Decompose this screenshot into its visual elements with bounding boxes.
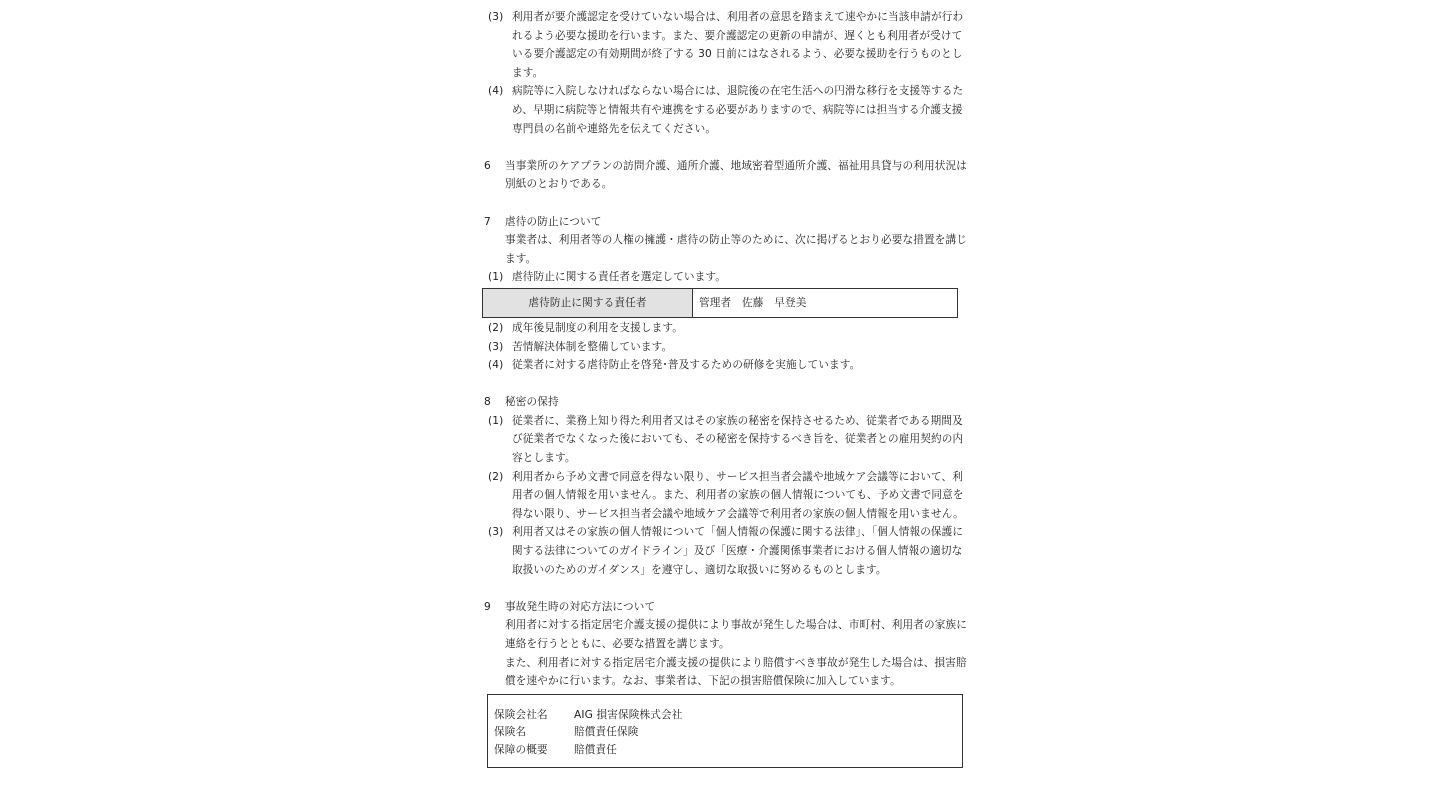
sec8-item-3 xyxy=(484,523,968,579)
section-7-intro: 事業者は、利用者等の人権の擁護・虐待の防止等のために、次に掲げるとおり必要な措置を講じます。 xyxy=(505,234,967,265)
item-text: 成年後見制度の利用を支援します。 xyxy=(512,321,684,334)
insurance-box xyxy=(487,694,963,769)
insurance-row-summary xyxy=(494,742,956,760)
section-number: 8 xyxy=(484,396,491,409)
sec7-item-4 xyxy=(484,356,968,375)
item-number: (3) xyxy=(488,11,504,23)
table-header-cell: 虐待防止に関する責任者 xyxy=(483,289,693,317)
section-9-heading xyxy=(484,598,968,617)
spacer xyxy=(484,194,968,213)
section-text: 当事業所のケアプランの訪問介護、通所介護、地域密着型通所介護、福祉用具貸与の利用状況は別紙のとおりである。 xyxy=(505,159,967,191)
insurance-row-company xyxy=(494,707,956,725)
sec7-item-1 xyxy=(484,268,968,287)
sec8-item-1 xyxy=(484,412,968,468)
document-page xyxy=(484,8,968,768)
insurance-label: 保険名 xyxy=(494,726,527,739)
item-text: 従業者に対する虐待防止を啓発･普及するための研修を実施しています。 xyxy=(512,359,861,372)
item-number: (1) xyxy=(488,414,504,427)
sec7-item-3 xyxy=(484,338,968,357)
insurance-value: 賠償責任 xyxy=(574,743,617,756)
abuse-prevention-responsible-table xyxy=(482,288,958,318)
section-number: 7 xyxy=(484,215,491,228)
insurance-value: 賠償責任保険 xyxy=(574,726,639,739)
section-9-paragraph-2: また、利用者に対する指定居宅介護支援の提供により賠償すべき事故が発生した場合は、損害賠償を速やかに行います。なお、事業者は、下記の損害賠償保険に加入しています。 xyxy=(505,656,967,688)
sec8-item-2 xyxy=(484,468,968,524)
sec7-item-2 xyxy=(484,319,968,338)
sec5-item-4 xyxy=(484,82,968,138)
section-number: 9 xyxy=(484,600,491,613)
item-text: 虐待防止に関する責任者を選定しています。 xyxy=(512,271,727,284)
item-number: (3) xyxy=(488,340,504,353)
table-value-cell: 管理者 佐藤 早登美 xyxy=(699,296,807,309)
section-8-heading xyxy=(484,393,968,412)
insurance-label: 保険会社名 xyxy=(494,708,548,721)
item-number: (4) xyxy=(488,359,504,372)
item-number: (2) xyxy=(488,321,504,334)
section-7-heading xyxy=(484,213,968,232)
item-text: 苦情解決体制を整備しています。 xyxy=(512,340,673,353)
section-title: 虐待の防止について xyxy=(505,215,602,228)
item-number: (3) xyxy=(488,526,504,539)
spacer xyxy=(484,579,968,598)
item-text: 利用者から予め文書で同意を得ない限り、サービス担当者会議や地域ケア会議等において、利用者の個人情報を用いません。また、利用者の家族の個人情報についても、予め文書で同意を得ない限り、サービス担当者会議や地域ケア会議等で利用者の家族の個人情報を用いません。 xyxy=(512,470,964,520)
sec5-item-3 xyxy=(484,8,968,82)
section-number: 6 xyxy=(484,159,491,172)
section-9-paragraph-1: 利用者に対する指定居宅介護支援の提供により事故が発生した場合は、市町村、利用者の家族に連絡を行うとともに、必要な措置を講じます。 xyxy=(505,619,967,650)
item-text: 利用者又はその家族の個人情報について「個人情報の保護に関する法律」、「個人情報の保護に関する法律についてのガイドライン」及び「医療・介護関係事業者における個人情報の適切な取扱いのためのガイダンス」を遵守し、適切な取扱いに努めるものとします。 xyxy=(512,526,964,576)
insurance-value: AIG 損害保険株式会社 xyxy=(574,708,683,721)
section-title: 事故発生時の対応方法について xyxy=(505,600,656,613)
item-text: 病院等に入院しなければならない場合には、退院後の在宅生活への円滑な移行を支援等するため、早期に病院等と情報共有や連携をする必要がありますので、病院等には担当する介護支援専門員の名前や連絡先を伝えてください。 xyxy=(512,85,964,135)
section-title: 秘密の保持 xyxy=(505,396,559,409)
item-text: 従業者に、業務上知り得た利用者又はその家族の秘密を保持させるため、従業者である期間及び従業者でなくなった後においても、その秘密を保持するべき旨を、従業者との雇用契約の内容とします。 xyxy=(512,414,964,465)
spacer xyxy=(484,375,968,394)
insurance-label: 保障の概要 xyxy=(494,743,548,756)
item-number: (4) xyxy=(488,85,504,98)
item-text: 利用者が要介護認定を受けていない場合は、利用者の意思を踏まえて速やかに当該申請が行われるよう必要な援助を行います。また、要介護認定の更新の申請が、遅くとも利用者が受けている要介護認定の有効期間が終了する 30 日前にはなされるよう、必要な援助を行うものとします。 xyxy=(512,11,964,79)
spacer xyxy=(484,138,968,157)
section-6 xyxy=(484,157,968,194)
item-number: (2) xyxy=(488,470,504,483)
item-number: (1) xyxy=(488,271,504,284)
insurance-row-name xyxy=(494,724,956,742)
